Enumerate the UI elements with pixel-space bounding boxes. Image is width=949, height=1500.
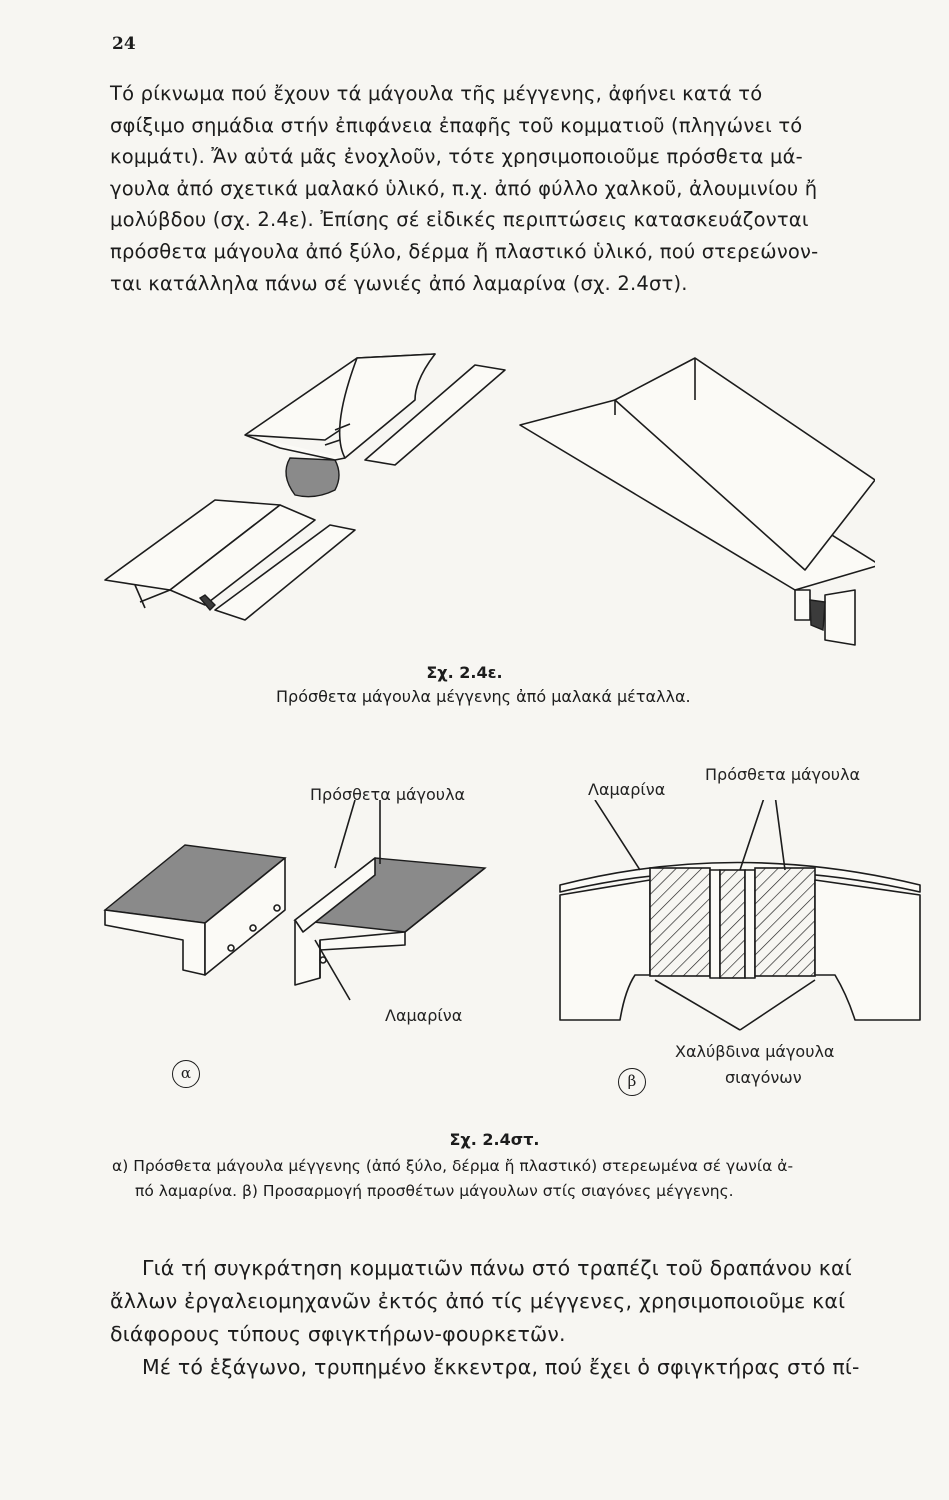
text-line: ἄλλων ἐργαλειομηχανῶν ἐκτός ἀπό τίς μέγγενες, χρησιμοποιοῦμε καί xyxy=(110,1289,846,1313)
text-line: κομμάτι). Ἄν αὐτά μᾶς ἐνοχλοῦν, τότε χρησιμοποιοῦμε πρόσθετα μά- xyxy=(110,145,803,169)
text-line: σφίξιμο σημάδια στήν ἐπιφάνεια ἐπαφῆς τοῦ κομματιοῦ (πληγώνει τό xyxy=(110,113,803,137)
text-line: Τό ρίκνωμα πού ἔχουν τά μάγουλα τῆς μέγγενης, ἀφήνει κατά τό xyxy=(110,82,763,105)
text-line: διάφορους τύπους σφιγκτήρων-φουρκετῶν. xyxy=(110,1322,566,1346)
curved-jaw-drawing xyxy=(245,354,505,497)
figure-2-4e-number: Σχ. 2.4ε. xyxy=(426,663,503,682)
figure-2-4e-caption: Πρόσθετα μάγουλα μέγγενης ἀπό μαλακά μέταλλα. xyxy=(276,687,691,706)
figure-2-4st-caption-line1: α) Πρόσθετα μάγουλα μέγγενης (ἀπό ξύλο, δέρμα ἤ πλαστικό) στερεωμένα σέ γωνία ἀ- xyxy=(112,1157,794,1175)
figure-2-4e-illustration xyxy=(95,340,875,660)
text-line: ται κατάλληλα πάνω σέ γωνιές ἀπό λαμαρίνα (σχ. 2.4στ). xyxy=(110,271,688,295)
label-added-jaws-b: Πρόσθετα μάγουλα xyxy=(705,765,861,784)
large-angle-jaw-drawing xyxy=(520,358,875,645)
text-line: Γιά τή συγκράτηση κομματιῶν πάνω στό τραπέζι τοῦ δραπάνου καί xyxy=(142,1256,852,1280)
paragraph-2 xyxy=(110,1252,910,1384)
figure-2-4st-illustration xyxy=(95,800,935,1050)
label-sheet-a: Λαμαρίνα xyxy=(385,1006,463,1025)
marker-a: α xyxy=(172,1060,200,1088)
jaw-pair-drawing xyxy=(105,800,485,1000)
label-added-jaws-a: Πρόσθετα μάγουλα xyxy=(310,785,466,804)
text-line: μολύβδου (σχ. 2.4ε). Ἐπίσης σέ εἰδικές περιπτώσεις κατασκευάζονται xyxy=(110,208,809,232)
label-steel-jaws-line1: Χαλύβδινα μάγουλα xyxy=(675,1042,835,1061)
page-number: 24 xyxy=(112,34,136,54)
label-sheet-b: Λαμαρίνα xyxy=(588,780,666,799)
marker-b: β xyxy=(618,1068,646,1096)
text-line: γουλα ἀπό σχετικά μαλακό ὑλικό, π.χ. ἀπό φύλλο χαλκοῦ, ἀλουμινίου ἤ xyxy=(110,176,818,200)
text-line: πρόσθετα μάγουλα ἀπό ξύλο, δέρμα ἤ πλαστικό ὑλικό, πού στερεώνον- xyxy=(110,239,819,263)
cross-section-drawing xyxy=(560,800,920,1030)
paragraph-1 xyxy=(110,78,910,299)
figure-2-4st-caption-line2: πό λαμαρίνα. β) Προσαρμογή προσθέτων μάγουλων στίς σιαγόνες μέγγενης. xyxy=(135,1182,734,1200)
small-angle-jaw-drawing xyxy=(105,500,355,620)
figure-2-4st-number: Σχ. 2.4στ. xyxy=(449,1130,540,1149)
label-steel-jaws-line2: σιαγόνων xyxy=(725,1068,802,1087)
text-line: Μέ τό ἑξάγωνο, τρυπημένο ἔκκεντρα, πού ἔχει ὁ σφιγκτήρας στό πί- xyxy=(142,1355,860,1379)
